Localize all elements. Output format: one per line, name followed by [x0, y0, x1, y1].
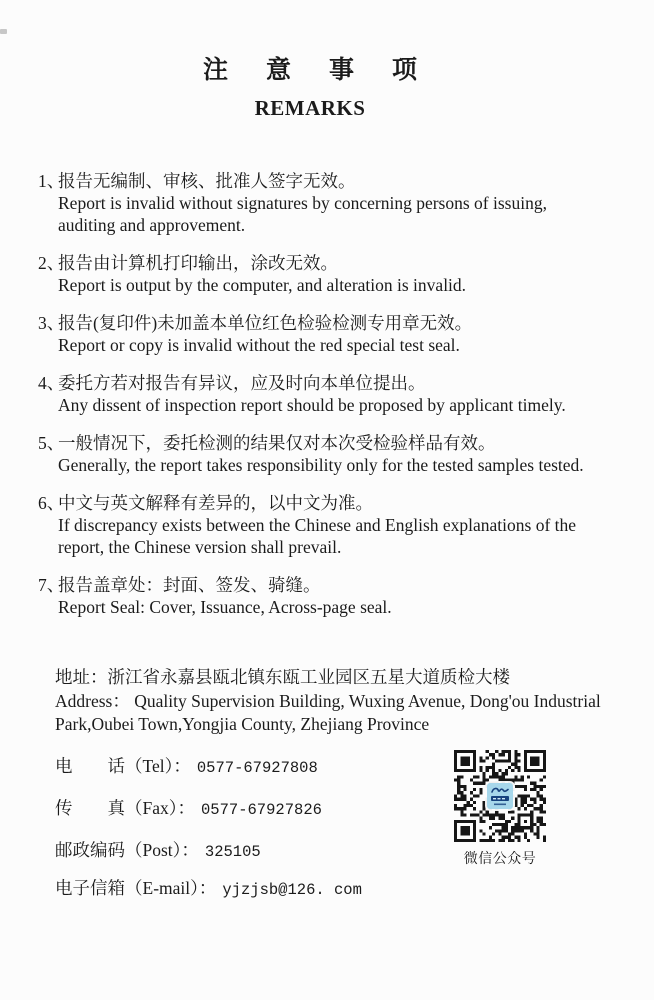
remark-english-line: Report Seal: Cover, Issuance, Across-page seal. — [58, 597, 392, 617]
remark-number: 7、 — [38, 575, 65, 595]
remark-english-line: Report is output by the computer, and alteration is invalid. — [58, 275, 467, 295]
remark-chinese-text: 报告由计算机打印输出，涂改无效。 — [58, 253, 338, 273]
remark-number: 3、 — [38, 313, 65, 333]
remark-number: 1、 — [38, 171, 65, 191]
remark-number: 2、 — [38, 253, 65, 273]
remark-english-line: report, the Chinese version shall prevail. — [58, 537, 342, 557]
remark-chinese-line — [38, 312, 654, 334]
address-english-line: Address： Quality Supervision Building, Wuxing Avenue, Dong'ou Industrial — [55, 690, 601, 711]
remark-chinese-line — [38, 372, 654, 394]
remark-chinese-line — [38, 432, 654, 454]
remark-chinese-text: 报告(复印件)未加盖本单位红色检验检测专用章无效。 — [58, 313, 473, 333]
contact-row — [55, 797, 322, 821]
remark-chinese-text: 中文与英文解释有差异的，以中文为准。 — [58, 493, 373, 513]
remarks-list — [0, 170, 654, 634]
contact-value: yjzjsb@126. com — [222, 881, 362, 899]
qr-caption: 微信公众号 — [463, 852, 537, 867]
wechat-qr-block — [454, 750, 546, 868]
remark-chinese-text: 报告无编制、审核、批准人签字无效。 — [58, 171, 356, 191]
contact-row — [55, 877, 362, 901]
contact-row — [55, 755, 318, 779]
remark-english-line: If discrepancy exists between the Chinese and English explanations of the — [58, 515, 577, 535]
page-title-chinese: 注意事项 — [202, 57, 455, 84]
contact-label-english: （Tel）： — [125, 756, 191, 776]
remark-item — [0, 252, 654, 296]
remark-chinese-line — [38, 170, 654, 192]
contact-value: 0577-67927826 — [201, 801, 322, 819]
remark-english-line: Report is invalid without signatures by concerning persons of issuing, — [58, 193, 547, 213]
remark-item — [0, 492, 654, 558]
remark-english-line: Report or copy is invalid without the red special test seal. — [58, 335, 460, 355]
remark-item — [0, 312, 654, 356]
contact-value: 325105 — [204, 843, 261, 861]
remark-number: 4、 — [38, 373, 65, 393]
remark-chinese-line — [38, 252, 654, 274]
contact-label-chinese: 电子信箱 — [55, 878, 125, 898]
remark-item — [0, 170, 654, 236]
address-block — [55, 666, 601, 737]
page-title — [0, 50, 620, 86]
address-english-line: Park,Oubei Town,Yongjia County, Zhejiang Province — [55, 714, 430, 734]
remark-chinese-text: 委托方若对报告有异议，应及时向本单位提出。 — [58, 373, 426, 393]
remark-number: 6、 — [38, 493, 65, 513]
remark-english-line: Any dissent of inspection report should be proposed by applicant timely. — [58, 395, 566, 415]
remark-chinese-line — [38, 574, 654, 596]
remark-english-line: Generally, the report takes responsibility only for the tested samples tested. — [58, 455, 584, 475]
contact-label-english: （E-mail）： — [125, 878, 217, 898]
qr-code-image — [454, 750, 546, 842]
contact-row — [55, 839, 261, 863]
remark-chinese-line — [38, 492, 654, 514]
page-title-english: REMARKS — [254, 96, 366, 120]
contact-label-chinese: 邮政编码 — [55, 840, 125, 860]
remark-item — [0, 372, 654, 416]
contact-label-english: （Post）： — [125, 840, 199, 860]
scan-artifact-mark — [0, 29, 7, 34]
remark-chinese-text: 一般情况下，委托检测的结果仅对本次受检验样品有效。 — [58, 433, 496, 453]
remark-item — [0, 432, 654, 476]
address-chinese: 地址：浙江省永嘉县瓯北镇东瓯工业园区五星大道质检大楼 — [55, 667, 510, 687]
remark-chinese-text: 报告盖章处：封面、签发、骑缝。 — [58, 575, 321, 595]
contact-value: 0577-67927808 — [196, 759, 318, 777]
contact-label-english: （Fax）： — [125, 798, 195, 818]
qr-logo-glyph — [487, 783, 513, 809]
remark-english-line: auditing and approvement. — [58, 215, 246, 235]
remark-number: 5、 — [38, 433, 65, 453]
contact-label-chinese: 传 真 — [55, 798, 125, 818]
contact-label-chinese: 电 话 — [55, 756, 125, 776]
remark-item — [0, 574, 654, 618]
qr-center-logo-icon — [487, 783, 513, 809]
